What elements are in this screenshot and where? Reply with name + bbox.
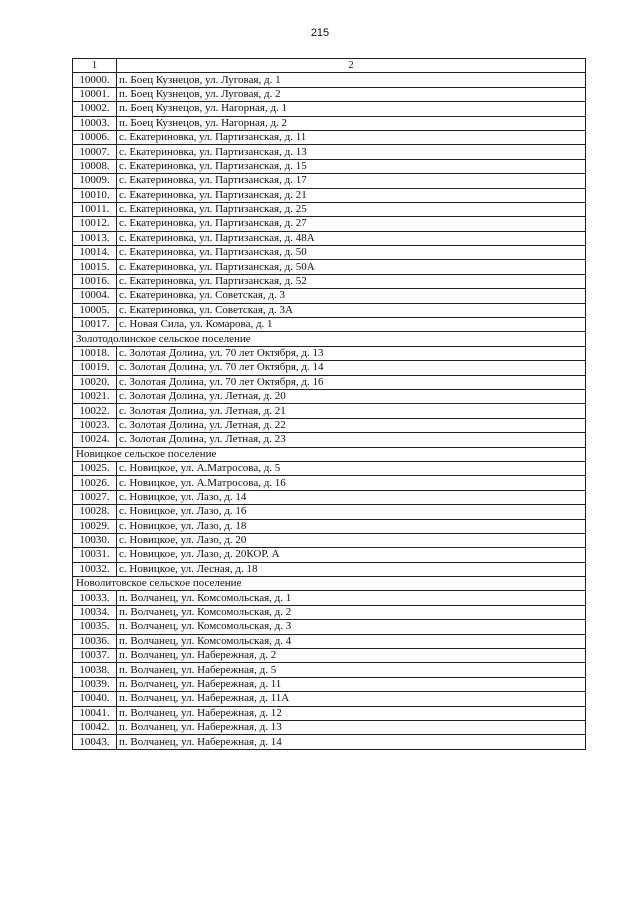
table-row: [73, 620, 586, 634]
row-address: с. Новицкое, ул. Лазо, д. 14: [117, 490, 586, 504]
table-row: [73, 274, 586, 288]
row-address: с. Екатериновка, ул. Партизанская, д. 15: [117, 159, 586, 173]
row-number: 10021.: [73, 389, 117, 403]
table-row: [73, 533, 586, 547]
table-row: [73, 677, 586, 691]
table-row: [73, 318, 586, 332]
table-row: [73, 202, 586, 216]
row-number: 10018.: [73, 346, 117, 360]
row-address: п. Боец Кузнецов, ул. Луговая, д. 2: [117, 87, 586, 101]
row-number: 10035.: [73, 620, 117, 634]
row-number: 10019.: [73, 361, 117, 375]
row-number: 10015.: [73, 260, 117, 274]
row-number: 10017.: [73, 318, 117, 332]
row-address: п. Боец Кузнецов, ул. Луговая, д. 1: [117, 73, 586, 87]
row-number: 10025.: [73, 461, 117, 475]
section-header-row: [73, 577, 586, 591]
table-row: [73, 174, 586, 188]
row-number: 10012.: [73, 217, 117, 231]
table-row: [73, 706, 586, 720]
row-number: 10033.: [73, 591, 117, 605]
row-number: 10010.: [73, 188, 117, 202]
table-row: [73, 476, 586, 490]
row-address: с. Екатериновка, ул. Партизанская, д. 17: [117, 174, 586, 188]
row-number: 10003.: [73, 116, 117, 130]
row-address: п. Волчанец, ул. Набережная, д. 2: [117, 649, 586, 663]
table-row: [73, 663, 586, 677]
address-table: [72, 58, 586, 750]
row-address: с. Екатериновка, ул. Партизанская, д. 27: [117, 217, 586, 231]
address-table-container: [72, 58, 585, 750]
row-address: с. Екатериновка, ул. Партизанская, д. 52: [117, 274, 586, 288]
table-row: [73, 735, 586, 749]
page-number: 215: [310, 27, 330, 39]
row-address: с. Золотая Долина, ул. 70 лет Октября, д. 16: [117, 375, 586, 389]
section-header-row: [73, 332, 586, 346]
row-number: 10004.: [73, 289, 117, 303]
row-address: с. Новицкое, ул. Лазо, д. 18: [117, 519, 586, 533]
address-table-body: [73, 59, 586, 750]
row-address: с. Екатериновка, ул. Партизанская, д. 11: [117, 130, 586, 144]
row-number: 10000.: [73, 73, 117, 87]
row-number: 10016.: [73, 274, 117, 288]
table-row: [73, 303, 586, 317]
section-title: Золотодолинское сельское поселение: [73, 332, 586, 346]
table-row: [73, 519, 586, 533]
row-number: 10020.: [73, 375, 117, 389]
row-address: п. Волчанец, ул. Набережная, д. 5: [117, 663, 586, 677]
row-address: с. Екатериновка, ул. Партизанская, д. 48А: [117, 231, 586, 245]
row-number: 10029.: [73, 519, 117, 533]
row-address: с. Екатериновка, ул. Партизанская, д. 50: [117, 246, 586, 260]
section-title: Новицкое сельское поселение: [73, 447, 586, 461]
table-row: [73, 246, 586, 260]
row-address: с. Новицкое, ул. Лазо, д. 16: [117, 505, 586, 519]
table-row: [73, 649, 586, 663]
table-row: [73, 720, 586, 734]
table-row: [73, 260, 586, 274]
row-number: 10038.: [73, 663, 117, 677]
table-row: [73, 159, 586, 173]
table-row: [73, 346, 586, 360]
section-title: Новолитовское сельское поселение: [73, 577, 586, 591]
row-address: п. Волчанец, ул. Комсомольская, д. 4: [117, 634, 586, 648]
table-row: [73, 389, 586, 403]
table-row: [73, 433, 586, 447]
row-address: с. Новицкое, ул. А.Матросова, д. 16: [117, 476, 586, 490]
table-row: [73, 548, 586, 562]
row-address: с. Золотая Долина, ул. Летная, д. 23: [117, 433, 586, 447]
row-address: с. Золотая Долина, ул. Летная, д. 20: [117, 389, 586, 403]
row-address: с. Новицкое, ул. А.Матросова, д. 5: [117, 461, 586, 475]
table-row: [73, 73, 586, 87]
table-row: [73, 404, 586, 418]
row-number: 10013.: [73, 231, 117, 245]
table-row: [73, 634, 586, 648]
row-address: п. Волчанец, ул. Набережная, д. 14: [117, 735, 586, 749]
row-address: с. Новицкое, ул. Лесная, д. 18: [117, 562, 586, 576]
row-number: 10024.: [73, 433, 117, 447]
table-row: [73, 130, 586, 144]
row-address: с. Екатериновка, ул. Советская, д. 3А: [117, 303, 586, 317]
row-address: п. Волчанец, ул. Набережная, д. 12: [117, 706, 586, 720]
row-number: 10040.: [73, 692, 117, 706]
row-address: п. Волчанец, ул. Набережная, д. 11: [117, 677, 586, 691]
row-number: 10023.: [73, 418, 117, 432]
row-address: п. Волчанец, ул. Набережная, д. 11А: [117, 692, 586, 706]
table-row: [73, 461, 586, 475]
row-address: с. Екатериновка, ул. Советская, д. 3: [117, 289, 586, 303]
row-address: с. Новицкое, ул. Лазо, д. 20КОР. А: [117, 548, 586, 562]
row-number: 10007.: [73, 145, 117, 159]
row-address: с. Золотая Долина, ул. Летная, д. 21: [117, 404, 586, 418]
table-row: [73, 289, 586, 303]
table-row: [73, 562, 586, 576]
row-number: 10028.: [73, 505, 117, 519]
row-number: 10008.: [73, 159, 117, 173]
row-address: п. Волчанец, ул. Комсомольская, д. 2: [117, 605, 586, 619]
row-number: 10005.: [73, 303, 117, 317]
table-row: [73, 375, 586, 389]
row-address: с. Золотая Долина, ул. Летная, д. 22: [117, 418, 586, 432]
row-number: 10002.: [73, 102, 117, 116]
row-address: п. Боец Кузнецов, ул. Нагорная, д. 2: [117, 116, 586, 130]
row-address: п. Волчанец, ул. Набережная, д. 13: [117, 720, 586, 734]
row-number: 10011.: [73, 202, 117, 216]
row-address: п. Волчанец, ул. Комсомольская, д. 3: [117, 620, 586, 634]
row-number: 10036.: [73, 634, 117, 648]
row-number: 10037.: [73, 649, 117, 663]
table-row: [73, 605, 586, 619]
row-address: с. Екатериновка, ул. Партизанская, д. 21: [117, 188, 586, 202]
row-address: п. Волчанец, ул. Комсомольская, д. 1: [117, 591, 586, 605]
column-header-1: 1: [73, 59, 117, 73]
row-number: 10032.: [73, 562, 117, 576]
row-number: 10009.: [73, 174, 117, 188]
row-number: 10041.: [73, 706, 117, 720]
row-number: 10031.: [73, 548, 117, 562]
row-address: с. Екатериновка, ул. Партизанская, д. 50А: [117, 260, 586, 274]
table-row: [73, 217, 586, 231]
table-row: [73, 505, 586, 519]
table-row: [73, 145, 586, 159]
row-number: 10034.: [73, 605, 117, 619]
section-header-row: [73, 447, 586, 461]
row-number: 10022.: [73, 404, 117, 418]
row-number: 10039.: [73, 677, 117, 691]
row-number: 10030.: [73, 533, 117, 547]
row-number: 10014.: [73, 246, 117, 260]
table-row: [73, 102, 586, 116]
row-number: 10026.: [73, 476, 117, 490]
row-address: с. Екатериновка, ул. Партизанская, д. 13: [117, 145, 586, 159]
table-row: [73, 418, 586, 432]
row-address: с. Золотая Долина, ул. 70 лет Октября, д. 13: [117, 346, 586, 360]
table-header-row: [73, 59, 586, 73]
table-row: [73, 188, 586, 202]
row-address: с. Золотая Долина, ул. 70 лет Октября, д. 14: [117, 361, 586, 375]
table-row: [73, 116, 586, 130]
table-row: [73, 231, 586, 245]
table-row: [73, 87, 586, 101]
row-number: 10043.: [73, 735, 117, 749]
table-row: [73, 591, 586, 605]
table-row: [73, 490, 586, 504]
column-header-2: 2: [117, 59, 586, 73]
row-number: 10042.: [73, 720, 117, 734]
table-row: [73, 361, 586, 375]
row-address: п. Боец Кузнецов, ул. Нагорная, д. 1: [117, 102, 586, 116]
row-address: с. Новицкое, ул. Лазо, д. 20: [117, 533, 586, 547]
table-row: [73, 692, 586, 706]
row-address: с. Екатериновка, ул. Партизанская, д. 25: [117, 202, 586, 216]
row-address: с. Новая Сила, ул. Комарова, д. 1: [117, 318, 586, 332]
row-number: 10027.: [73, 490, 117, 504]
row-number: 10006.: [73, 130, 117, 144]
row-number: 10001.: [73, 87, 117, 101]
